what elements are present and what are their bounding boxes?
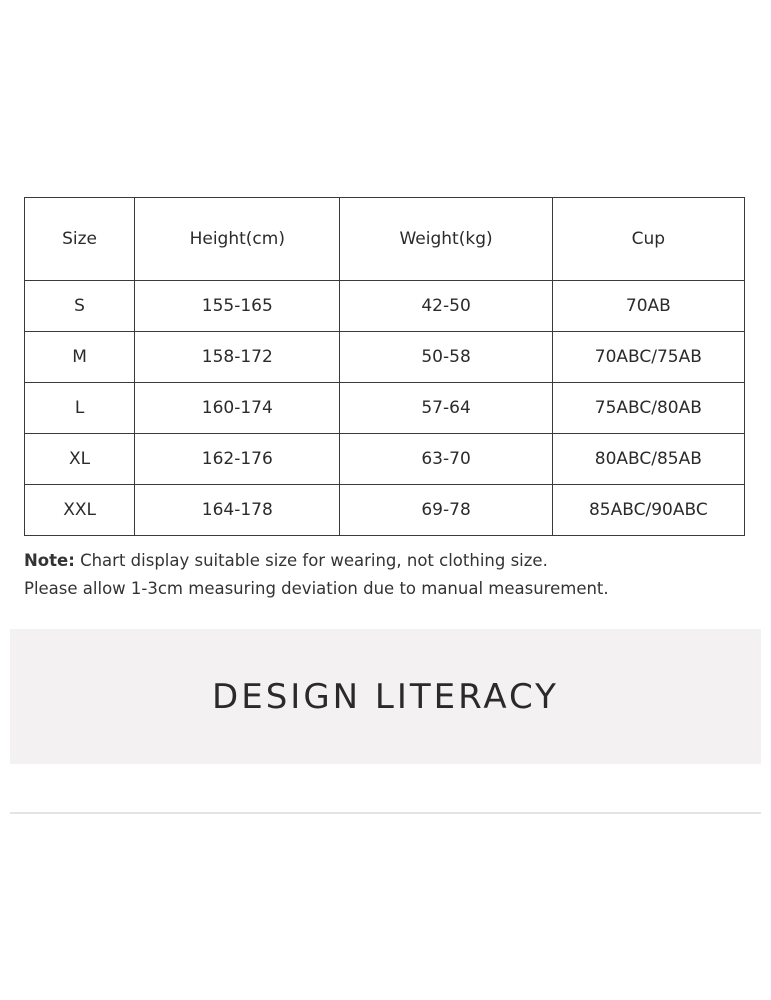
table-row: [25, 332, 745, 383]
cell-cup: 80ABC/85AB: [552, 434, 744, 485]
table-row: [25, 383, 745, 434]
cell-weight: 63-70: [340, 434, 552, 485]
cell-weight: 69-78: [340, 485, 552, 536]
size-chart-table: [24, 197, 745, 536]
cell-height: 162-176: [135, 434, 340, 485]
cell-size: L: [25, 383, 135, 434]
cell-cup: 70ABC/75AB: [552, 332, 744, 383]
header-height: Height(cm): [135, 198, 340, 281]
cell-weight: 50-58: [340, 332, 552, 383]
note-label: Note:: [24, 551, 75, 570]
table-row: [25, 485, 745, 536]
cell-cup: 85ABC/90ABC: [552, 485, 744, 536]
cell-size: XXL: [25, 485, 135, 536]
cell-height: 164-178: [135, 485, 340, 536]
header-weight: Weight(kg): [340, 198, 552, 281]
note-text-1: Chart display suitable size for wearing, not clothing size.: [74, 551, 548, 570]
cell-height: 158-172: [135, 332, 340, 383]
note-line-1: [24, 547, 754, 575]
cell-weight: 57-64: [340, 383, 552, 434]
banner-title: DESIGN LITERACY: [212, 676, 559, 717]
cell-height: 155-165: [135, 281, 340, 332]
cell-size: M: [25, 332, 135, 383]
cell-size: XL: [25, 434, 135, 485]
table-header-row: [25, 198, 745, 281]
section-banner: [10, 629, 761, 764]
cell-size: S: [25, 281, 135, 332]
cell-cup: 70AB: [552, 281, 744, 332]
table-row: [25, 281, 745, 332]
table-row: [25, 434, 745, 485]
header-size: Size: [25, 198, 135, 281]
size-notes: [24, 547, 754, 603]
cell-cup: 75ABC/80AB: [552, 383, 744, 434]
cell-weight: 42-50: [340, 281, 552, 332]
note-line-2: Please allow 1-3cm measuring deviation due to manual measurement.: [24, 579, 609, 598]
cell-height: 160-174: [135, 383, 340, 434]
divider: [10, 812, 761, 814]
header-cup: Cup: [552, 198, 744, 281]
